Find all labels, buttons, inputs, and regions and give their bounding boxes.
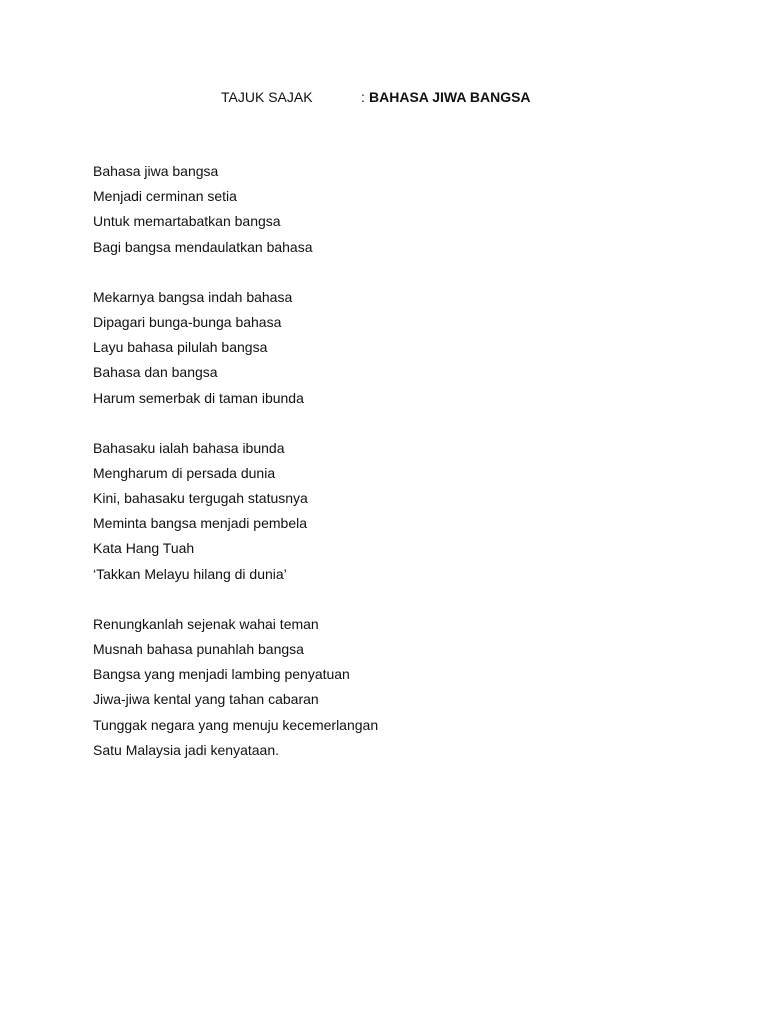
poem-title-separator: : (361, 89, 365, 105)
poem-line: Kata Hang Tuah (93, 540, 195, 557)
poem-line: Menjadi cerminan setia (93, 188, 237, 205)
poem-line: Layu bahasa pilulah bangsa (93, 339, 268, 356)
poem-line: Bagi bangsa mendaulatkan bahasa (93, 238, 313, 255)
poem-line: Meminta bangsa menjadi pembela (93, 515, 308, 532)
stanza-2 (93, 285, 693, 411)
poem-line: Mengharum di persada dunia (93, 464, 276, 481)
poem-title: BAHASA JIWA BANGSA (369, 89, 531, 105)
poem-line: Jiwa-jiwa kental yang tahan cabaran (93, 691, 319, 708)
poem-line: Bahasa jiwa bangsa (93, 163, 219, 179)
poem-line: Tunggak negara yang menuju kecemerlangan (93, 716, 379, 733)
poem-line: Satu Malaysia jadi kenyataan. (93, 741, 279, 758)
poem-line: Musnah bahasa punahlah bangsa (93, 641, 304, 657)
poem-line: Bahasa dan bangsa (93, 364, 218, 381)
poem-line: Bangsa yang menjadi lambing penyatuan (93, 666, 350, 683)
poem-title-label: TAJUK SAJAK (221, 89, 313, 105)
poem-line: Kini, bahasaku tergugah statusnya (93, 490, 308, 507)
poem-line: Mekarnya bangsa indah bahasa (93, 288, 293, 305)
poem-line: Untuk memartabatkan bangsa (93, 213, 281, 230)
stanza-3 (93, 436, 693, 587)
poem-line: Bahasaku ialah bahasa ibunda (93, 439, 285, 456)
stanza-1 (93, 159, 693, 260)
poem-title-row (0, 86, 768, 108)
poem-line: ‘Takkan Melayu hilang di dunia’ (93, 565, 287, 582)
poem-line: Harum semerbak di taman ibunda (93, 389, 304, 406)
stanza-4 (93, 612, 693, 763)
poem-line: Dipagari bunga-bunga bahasa (93, 313, 282, 330)
poem-body (93, 159, 693, 788)
poem-line: Renungkanlah sejenak wahai teman (93, 615, 319, 632)
